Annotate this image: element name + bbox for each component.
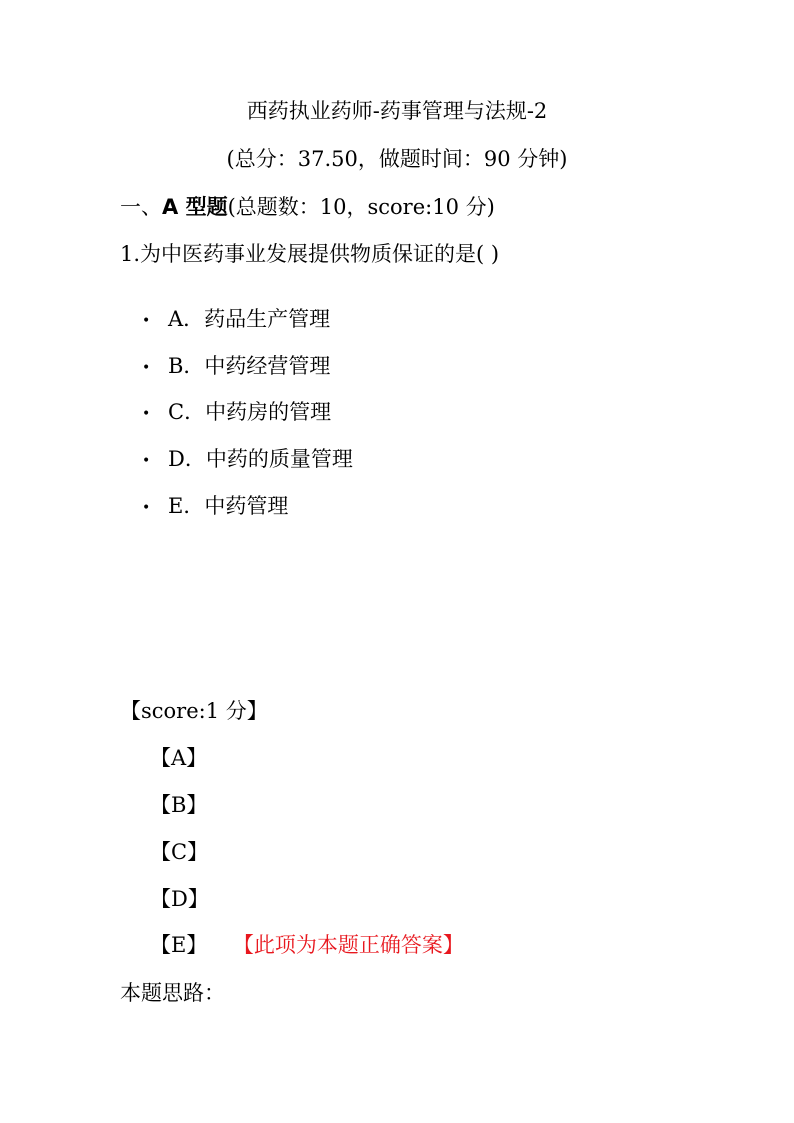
answer-item-e xyxy=(150,931,464,959)
section-heading xyxy=(120,193,495,221)
question-text: 1.为中医药事业发展提供物质保证的是( ) xyxy=(120,242,500,266)
option-item xyxy=(142,398,331,428)
option-label: E．中药管理 xyxy=(168,494,289,518)
option-label: A．药品生产管理 xyxy=(168,307,331,331)
option-label: C．中药房的管理 xyxy=(168,400,332,424)
document-subtitle: (总分：37.50，做题时间：90 分钟) xyxy=(226,147,568,171)
option-label: B．中药经营管理 xyxy=(168,354,331,378)
bullet-icon: • xyxy=(142,359,151,376)
document-title: 西药执业药师-药事管理与法规-2 xyxy=(246,99,548,123)
section-prefix: 一、 xyxy=(120,195,162,219)
bullet-icon: • xyxy=(142,499,151,516)
option-item xyxy=(142,492,288,522)
correct-answer-marker: 【此项为本题正确答案】 xyxy=(243,933,464,957)
option-label: D．中药的质量管理 xyxy=(168,447,353,471)
section-name: A 型题 xyxy=(162,195,228,219)
answer-item-c: 【C】 xyxy=(150,840,209,864)
answer-item-d: 【D】 xyxy=(150,887,209,911)
section-info: (总题数：10，score:10 分) xyxy=(227,195,495,219)
option-item xyxy=(142,305,330,335)
bullet-icon: • xyxy=(142,405,151,422)
answer-e-label: 【E】 xyxy=(150,933,208,957)
bullet-icon: • xyxy=(142,312,151,329)
bullet-icon: • xyxy=(142,452,151,469)
option-item xyxy=(142,352,330,382)
score-label: 【score:1 分】 xyxy=(120,699,268,723)
answer-item-b: 【B】 xyxy=(150,793,208,817)
analysis-label: 本题思路： xyxy=(120,981,225,1005)
option-item xyxy=(142,445,353,475)
answer-item-a: 【A】 xyxy=(150,746,208,770)
